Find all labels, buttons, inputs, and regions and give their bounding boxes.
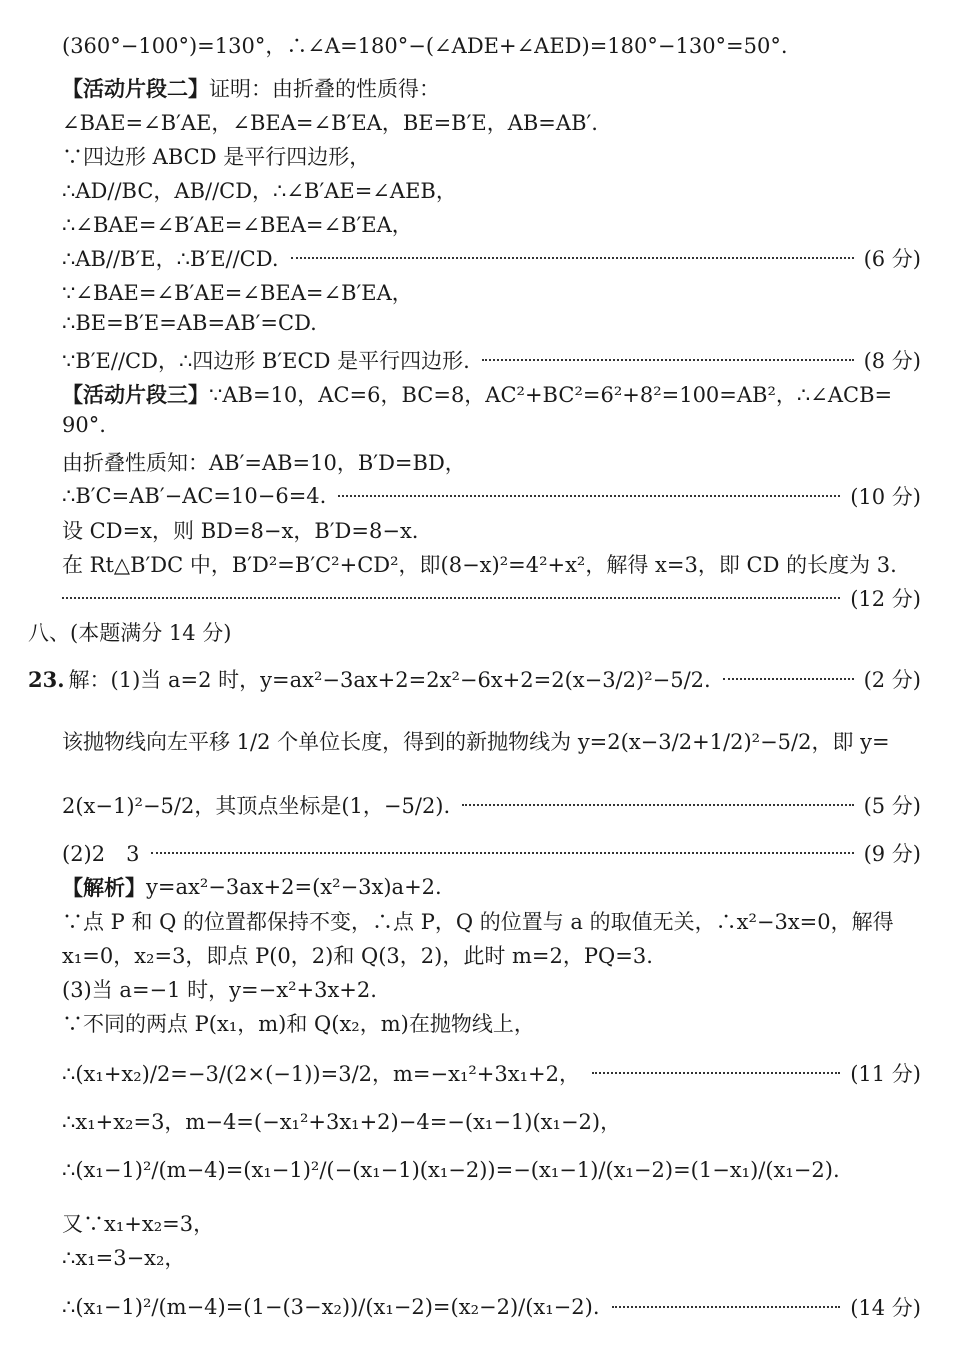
text-line	[62, 940, 921, 970]
line-text: ∴AB//B′E，∴B′E//CD.	[62, 247, 279, 271]
text-line	[62, 175, 921, 205]
line-text: ∵∠BAE=∠B′AE=∠BEA=∠B′EA，	[62, 281, 413, 305]
scored-line	[62, 481, 921, 511]
line-text: 90°.	[62, 413, 106, 437]
text-line	[62, 1158, 921, 1182]
line-text: ∠BAE=∠B′AE，∠BEA=∠B′EA，BE=B′E，AB=AB′.	[62, 111, 598, 135]
line-text: ∴BE=B′E=AB=AB′=CD.	[62, 311, 317, 335]
line-text: y=ax²−3ax+2=(x²−3x)a+2.	[146, 875, 442, 899]
text-line	[62, 277, 921, 307]
dotted-leader	[462, 804, 853, 806]
section-label: 【活动片段三】	[62, 382, 209, 407]
line-text: 2(x−1)²−5/2，其顶点坐标是(1，−5/2).	[62, 794, 451, 818]
scored-line	[28, 664, 921, 694]
line-text: 设 CD=x，则 BD=8−x，B′D=8−x.	[62, 519, 419, 543]
line-text: ∴B′C=AB′−AC=10−6=4.	[62, 484, 327, 508]
line-text: ∴(x₁+x₂)/2=−3/(2×(−1))=3/2，m=−x₁²+3x₁+2，	[62, 1062, 580, 1086]
line-text: ∴x₁=3−x₂，	[62, 1246, 186, 1270]
score-mark: (6 分)	[863, 247, 921, 271]
question-number: 23.	[28, 666, 65, 692]
activity-3-heading	[62, 379, 921, 409]
line-text: ∴∠BAE=∠B′AE=∠BEA=∠B′EA，	[62, 213, 413, 237]
line-text: ∵四边形 ABCD 是平行四边形，	[62, 145, 371, 169]
text-line	[62, 1008, 921, 1038]
dotted-leader	[482, 359, 854, 361]
line-text: 证明：由折叠的性质得：	[209, 77, 440, 101]
analysis-heading	[62, 872, 921, 902]
dotted-leader	[723, 678, 854, 680]
text-line	[62, 726, 921, 756]
text-line	[62, 1242, 921, 1272]
line-text: 在 Rt△B′DC 中，B′D²=B′C²+CD²，即(8−x)²=4²+x²，解得 x=3，即 CD 的长度为 3.	[62, 553, 897, 577]
line-text: 解：(1)当 a=2 时，y=ax²−3ax+2=2x²−6x+2=2(x−3/2)²−5/2.	[68, 668, 711, 692]
text-line	[62, 447, 921, 477]
score-mark: (10 分)	[850, 485, 921, 509]
score-mark: (12 分)	[850, 587, 921, 611]
line-text: ∴(x₁−1)²/(m−4)=(x₁−1)²/(−(x₁−1)(x₁−2))=−(x₁−1)/(x₁−2)=(1−x₁)/(x₁−2).	[62, 1158, 840, 1182]
text-line	[62, 311, 921, 335]
text-line	[62, 515, 921, 545]
score-mark: (9 分)	[863, 842, 921, 866]
scored-line	[62, 243, 921, 273]
scored-line	[62, 838, 921, 868]
dotted-leader	[291, 257, 854, 259]
line-text: ∴(x₁−1)²/(m−4)=(1−(3−x₂))/(x₁−2)=(x₂−2)/(x₁−2).	[62, 1295, 600, 1319]
text-line	[62, 906, 921, 936]
text-line	[62, 209, 921, 239]
scored-line	[62, 790, 921, 820]
dotted-leader	[151, 852, 853, 854]
line-text: (360°−100°)=130°，∴∠A=180°−(∠ADE+∠AED)=180°−130°=50°.	[62, 34, 788, 58]
line-text: (3)当 a=−1 时，y=−x²+3x+2.	[62, 978, 377, 1002]
scored-line	[62, 1292, 921, 1322]
line-text: ∴AD//BC，AB//CD，∴∠B′AE=∠AEB，	[62, 179, 457, 203]
line-text: 又∵x₁+x₂=3，	[62, 1212, 215, 1236]
text-line	[62, 974, 921, 1004]
score-mark: (11 分)	[850, 1062, 921, 1086]
score-mark: (5 分)	[863, 794, 921, 818]
line-text: (2)2 3	[62, 842, 140, 866]
scored-line	[62, 345, 921, 375]
text-line	[62, 141, 921, 171]
line-text: 该抛物线向左平移 1/2 个单位长度，得到的新抛物线为 y=2(x−3/2+1/2)²−5/2，即 y=	[62, 730, 890, 754]
section-title-text: 八、(本题满分 14 分)	[28, 621, 232, 645]
text-line	[62, 107, 921, 137]
text-line	[62, 413, 921, 437]
line-text: x₁=0，x₂=3，即点 P(0，2)和 Q(3，2)，此时 m=2，PQ=3.	[62, 944, 653, 968]
dotted-leader	[612, 1306, 841, 1308]
line-text: ∵AB=10，AC=6，BC=8，AC²+BC²=6²+8²=100=AB²，∴∠ACB=	[209, 383, 893, 407]
scored-line	[62, 1058, 921, 1088]
text-line	[62, 1208, 921, 1238]
dotted-leader	[338, 495, 840, 497]
line-text: ∵B′E//CD，∴四边形 B′ECD 是平行四边形.	[62, 349, 470, 373]
dotted-leader	[592, 1072, 840, 1074]
activity-2-heading	[62, 73, 921, 103]
scored-line	[62, 583, 921, 613]
section-label: 【解析】	[62, 875, 146, 900]
line-text: ∵点 P 和 Q 的位置都保持不变，∴点 P，Q 的位置与 a 的取值无关，∴x²−3x=0，解得	[62, 910, 894, 934]
text-line	[62, 30, 921, 60]
section-title	[28, 617, 921, 647]
dotted-leader	[62, 597, 840, 599]
score-mark: (14 分)	[850, 1296, 921, 1320]
section-label: 【活动片段二】	[62, 76, 209, 101]
line-text: ∴x₁+x₂=3，m−4=(−x₁²+3x₁+2)−4=−(x₁−1)(x₁−2)，	[62, 1110, 622, 1134]
text-line	[62, 549, 921, 579]
score-mark: (8 分)	[863, 349, 921, 373]
text-line	[62, 1106, 921, 1136]
line-text: 由折叠性质知：AB′=AB=10，B′D=BD，	[62, 451, 466, 475]
score-mark: (2 分)	[863, 668, 921, 692]
line-text: ∵不同的两点 P(x₁，m)和 Q(x₂，m)在抛物线上，	[62, 1012, 535, 1036]
